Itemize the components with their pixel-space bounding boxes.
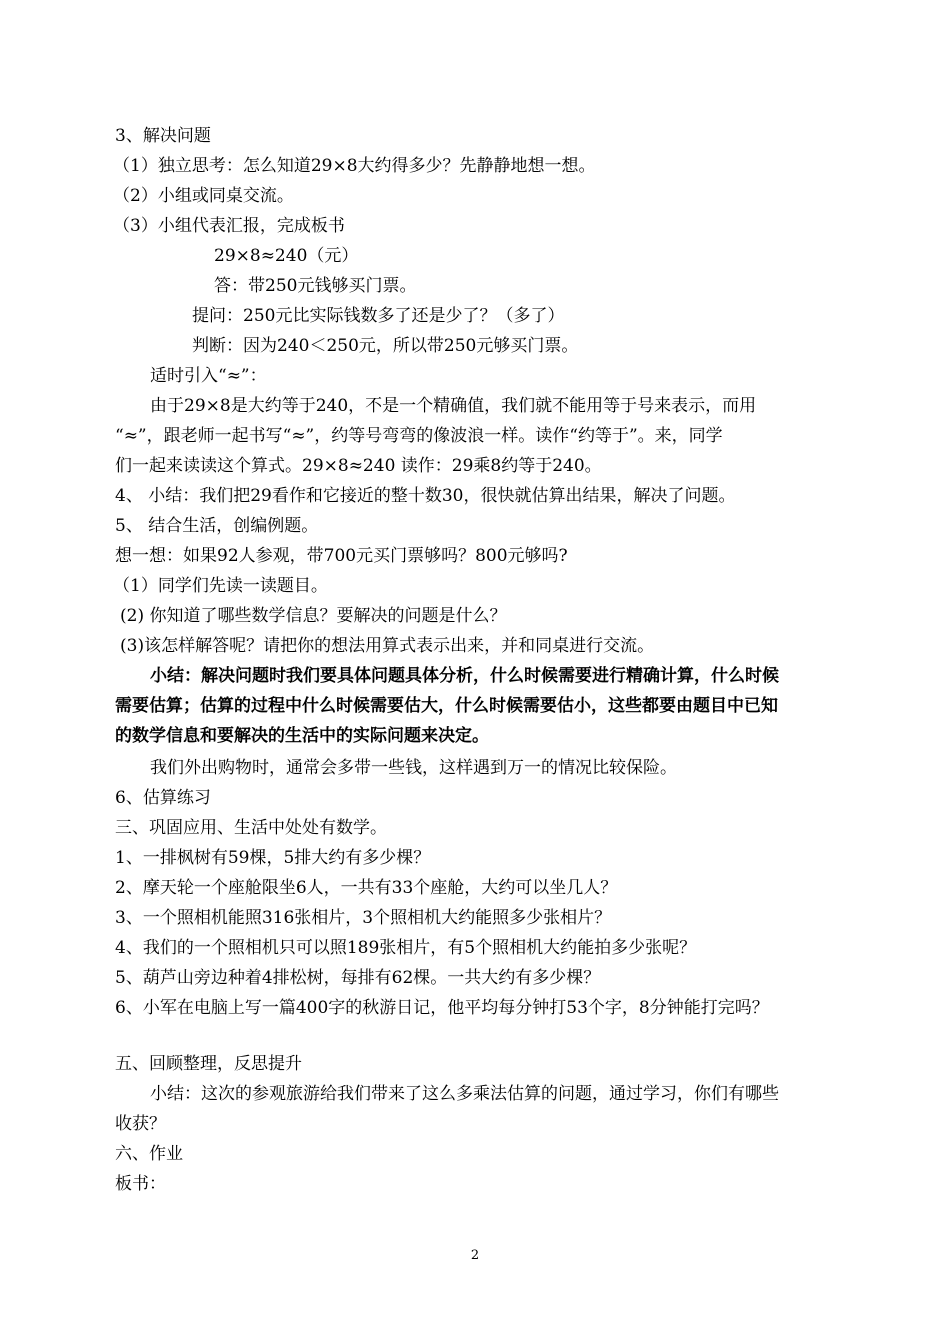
judgement-text: 判断：因为240＜250元，所以带250元够买门票。: [192, 336, 579, 356]
section-six-heading: 六、作业: [115, 1144, 183, 1164]
estimation-practice-heading: 6、估算练习: [115, 788, 211, 808]
paragraph-approx-line-1: 由于29×8是大约等于240，不是一个精确值，我们就不能用等于号来表示，而用: [150, 396, 757, 416]
bold-summary-line-3: 的数学信息和要解决的生活中的实际问题来决定。: [115, 726, 489, 746]
question-prompt: 提问：250元比实际钱数多了还是少了？（多了）: [192, 306, 565, 326]
page-number: 2: [470, 1248, 480, 1263]
final-summary-line-2: 收获？: [115, 1114, 166, 1134]
introduce-symbol: 适时引入“≈”：: [150, 366, 267, 386]
bold-summary-line-1: 小结：解决问题时我们要具体问题具体分析，什么时候需要进行精确计算，什么时候: [150, 666, 779, 686]
exercise-1: 1、一排枫树有59棵，5排大约有多少棵？: [115, 848, 431, 868]
summary-item-4: 4、 小结：我们把29看作和它接近的整十数30，很快就估算出结果，解决了问题。: [115, 486, 736, 506]
section-five-heading: 五、回顾整理，反思提升: [115, 1054, 302, 1074]
step-independent-thinking: （1）独立思考：怎么知道29×8大约得多少？先静静地想一想。: [113, 156, 596, 176]
exercise-3: 3、一个照相机能照316张相片，3个照相机大约能照多少张相片？: [115, 908, 612, 928]
step-group-discussion: （2）小组或同桌交流。: [113, 186, 294, 206]
exercise-4: 4、我们的一个照相机只可以照189张相片，有5个照相机大约能拍多少张呢？: [115, 938, 697, 958]
item-5-heading: 5、 结合生活，创编例题。: [115, 516, 319, 536]
blackboard-answer: 答：带250元钱够买门票。: [214, 276, 417, 296]
exercise-2: 2、摩天轮一个座舱限坐6人，一共有33个座舱，大约可以坐几人？: [115, 878, 618, 898]
section-heading-solve-problem: 3、解决问题: [115, 126, 211, 146]
paragraph-approx-line-3: 们一起来读读这个算式。29×8≈240 读作：29乘8约等于240。: [115, 456, 602, 476]
exercise-5: 5、葫芦山旁边种着4排松树，每排有62棵。一共大约有多少棵？: [115, 968, 601, 988]
sub-step-3: (3)该怎样解答呢？请把你的想法用算式表示出来，并和同桌进行交流。: [120, 636, 655, 656]
step-group-report: （3）小组代表汇报，完成板书: [113, 216, 345, 236]
final-summary-line-1: 小结：这次的参观旅游给我们带来了这么多乘法估算的问题，通过学习，你们有哪些: [150, 1084, 779, 1104]
bold-summary-line-2: 需要估算；估算的过程中什么时候需要估大，什么时候需要估小，这些都要由题目中已知: [115, 696, 778, 716]
blackboard-equation: 29×8≈240（元）: [214, 246, 359, 266]
sub-step-2: (2) 你知道了哪些数学信息？要解决的问题是什么？: [120, 606, 507, 626]
sub-step-1: （1）同学们先读一读题目。: [113, 576, 328, 596]
paragraph-approx-line-2: “≈”，跟老师一起书写“≈”，约等号弯弯的像波浪一样。读作“约等于”。来，同学: [115, 426, 723, 446]
exercise-6: 6、小军在电脑上写一篇400字的秋游日记，他平均每分钟打53个字，8分钟能打完吗？: [115, 998, 769, 1018]
section-three-heading: 三、巩固应用、生活中处处有数学。: [115, 818, 387, 838]
blackboard-heading: 板书：: [115, 1174, 166, 1194]
shopping-note: 我们外出购物时，通常会多带一些钱，这样遇到万一的情况比较保险。: [150, 758, 677, 778]
think-question: 想一想：如果92人参观，带700元买门票够吗？800元够吗?: [115, 546, 568, 566]
